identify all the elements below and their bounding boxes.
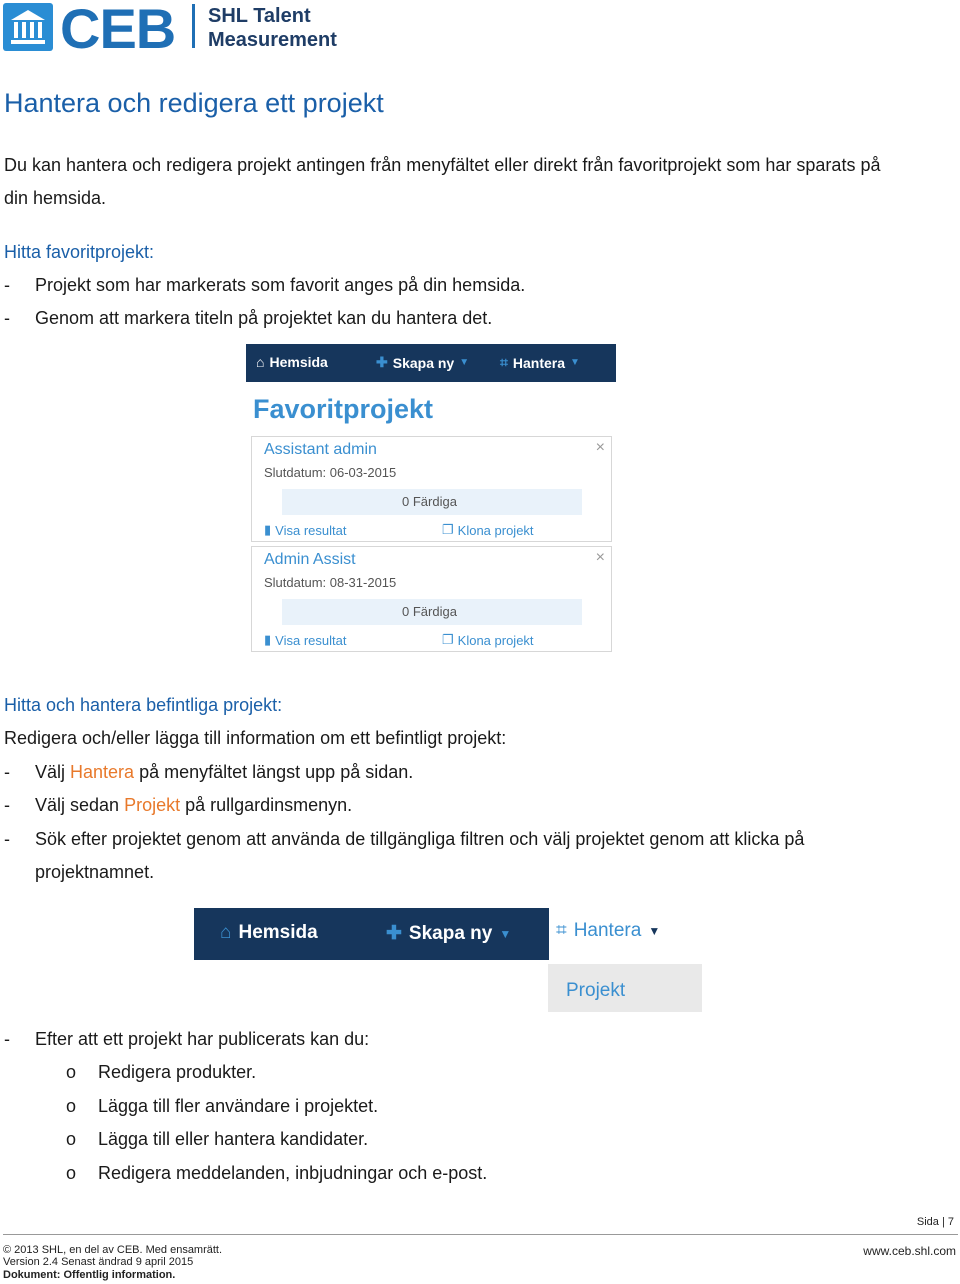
home-icon: ⌂: [256, 354, 265, 370]
caret-down-icon: ▼: [499, 926, 512, 941]
bullet-dash: -: [4, 1029, 10, 1049]
nav-manage-label: Hantera: [512, 354, 566, 371]
manage-icon: ⌗: [556, 920, 567, 941]
bullet-step-1: [35, 756, 413, 789]
ceb-logo-text: CEB: [60, 0, 176, 60]
nav-create-label: Skapa ny: [408, 922, 493, 944]
sub-bullet-3: Lägga till eller hantera kandidater.: [98, 1129, 369, 1149]
nav-manage[interactable]: [500, 354, 580, 371]
highlight-project: Projekt: [124, 795, 181, 815]
clone-icon: ❐: [442, 522, 454, 537]
nav-create[interactable]: [386, 922, 511, 945]
clone-project-label: Klona projekt: [457, 522, 534, 538]
bar-chart-icon: ▮: [264, 522, 272, 537]
nav-home[interactable]: [220, 922, 318, 944]
view-results-label: Visa resultat: [275, 632, 347, 648]
ceb-logo-icon: [3, 3, 53, 51]
sub-bullet-4: Redigera meddelanden, inbjudningar och e-post.: [98, 1163, 488, 1183]
view-results-label: Visa resultat: [275, 522, 347, 538]
menu-bar-screenshot-2: [194, 908, 549, 960]
highlight-manage: Hantera: [70, 762, 135, 782]
completed-count: 0 Färdiga: [402, 604, 457, 619]
intro-text: Du kan hantera och redigera projekt antingen från menyfältet eller direkt från favoritprojekt som har sparats på: [4, 155, 881, 175]
sub-bullet-icon: o: [66, 1062, 77, 1082]
end-date: Slutdatum: 08-31-2015: [264, 575, 397, 590]
sub-bullet-icon: o: [66, 1129, 77, 1149]
footer-divider: [3, 1234, 958, 1235]
existing-lead: Redigera och/eller lägga till information om ett befintligt projekt:: [4, 728, 507, 748]
bullet-step-3-cont: projektnamnet.: [35, 862, 155, 882]
page-number: Sida | 7: [916, 1216, 954, 1228]
bullet-favorites-1: Projekt som har markerats som favorit anges på din hemsida.: [35, 275, 526, 295]
menu-bar-screenshot: [246, 344, 616, 382]
after-publish-lead: Efter att ett projekt har publicerats kan du:: [35, 1029, 370, 1049]
dropdown-item-projekt[interactable]: Projekt: [566, 980, 626, 1001]
sub-bullet-icon: o: [66, 1163, 77, 1183]
section-heading-existing: Hitta och hantera befintliga projekt:: [4, 695, 283, 715]
bullet-step-2: [35, 789, 352, 822]
document-classification: Dokument: Offentlig information.: [3, 1269, 176, 1281]
nav-create-label: Skapa ny: [392, 354, 455, 371]
clone-icon: ❐: [442, 632, 454, 647]
step-1-pre: Välj: [35, 762, 71, 782]
nav-manage-label: Hantera: [573, 920, 642, 941]
caret-down-icon: ▼: [648, 924, 661, 938]
clone-project-link[interactable]: [442, 522, 534, 538]
end-date: Slutdatum: 06-03-2015: [264, 465, 397, 480]
bullet-dash: -: [4, 275, 10, 295]
nav-home[interactable]: [256, 354, 328, 370]
plus-icon: ✚: [386, 923, 402, 944]
favorite-card[interactable]: [251, 546, 612, 652]
brand-name: [208, 4, 337, 52]
project-name-link[interactable]: Admin Assist: [264, 551, 356, 568]
footer-url[interactable]: www.ceb.shl.com: [863, 1244, 956, 1258]
home-icon: ⌂: [220, 922, 232, 943]
manage-icon: ⌗: [500, 354, 508, 370]
logo-divider: [192, 4, 195, 48]
bullet-dash: -: [4, 829, 10, 849]
step-2-post: på rullgardinsmenyn.: [180, 795, 353, 815]
nav-create[interactable]: [376, 354, 469, 371]
brand-line-2: Measurement: [208, 29, 337, 51]
intro-text-cont: din hemsida.: [4, 188, 107, 208]
clone-project-link[interactable]: [442, 632, 534, 648]
close-icon[interactable]: ×: [595, 439, 605, 456]
project-name-link[interactable]: Assistant admin: [264, 441, 377, 458]
bullet-dash: -: [4, 795, 10, 815]
caret-down-icon: ▼: [459, 357, 470, 368]
bullet-step-3: Sök efter projektet genom att använda de tillgängliga filtren och välj projektet genom att klicka på: [35, 829, 805, 849]
bullet-dash: -: [4, 308, 10, 328]
favorites-title: Favoritprojekt: [253, 394, 434, 424]
nav-home-label: Hemsida: [269, 354, 328, 370]
view-results-link[interactable]: [264, 522, 346, 538]
sub-bullet-icon: o: [66, 1096, 77, 1116]
section-heading-favorites: Hitta favoritprojekt:: [4, 242, 155, 262]
plus-icon: ✚: [376, 354, 388, 370]
page-title: Hantera och redigera ett projekt: [4, 88, 384, 118]
nav-home-label: Hemsida: [238, 922, 318, 943]
bullet-dash: -: [4, 762, 10, 782]
caret-down-icon: ▼: [570, 357, 580, 368]
clone-project-label: Klona projekt: [457, 632, 534, 648]
sub-bullet-1: Redigera produkter.: [98, 1062, 257, 1082]
dropdown-menu: [548, 964, 702, 1012]
bullet-favorites-2: Genom att markera titeln på projektet kan du hantera det.: [35, 308, 493, 328]
bar-chart-icon: ▮: [264, 632, 272, 647]
brand-line-1: SHL Talent: [208, 5, 311, 27]
close-icon[interactable]: ×: [595, 549, 605, 566]
nav-manage-active[interactable]: [556, 920, 660, 942]
copyright: © 2013 SHL, en del av CEB. Med ensamrätt.: [3, 1244, 223, 1256]
favorite-card[interactable]: [251, 436, 612, 542]
completed-count: 0 Färdiga: [402, 494, 457, 509]
step-1-post: på menyfältet längst upp på sidan.: [134, 762, 414, 782]
version-info: Version 2.4 Senast ändrad 9 april 2015: [3, 1256, 194, 1268]
step-2-pre: Välj sedan: [35, 795, 125, 815]
view-results-link[interactable]: [264, 632, 346, 648]
sub-bullet-2: Lägga till fler användare i projektet.: [98, 1096, 379, 1116]
